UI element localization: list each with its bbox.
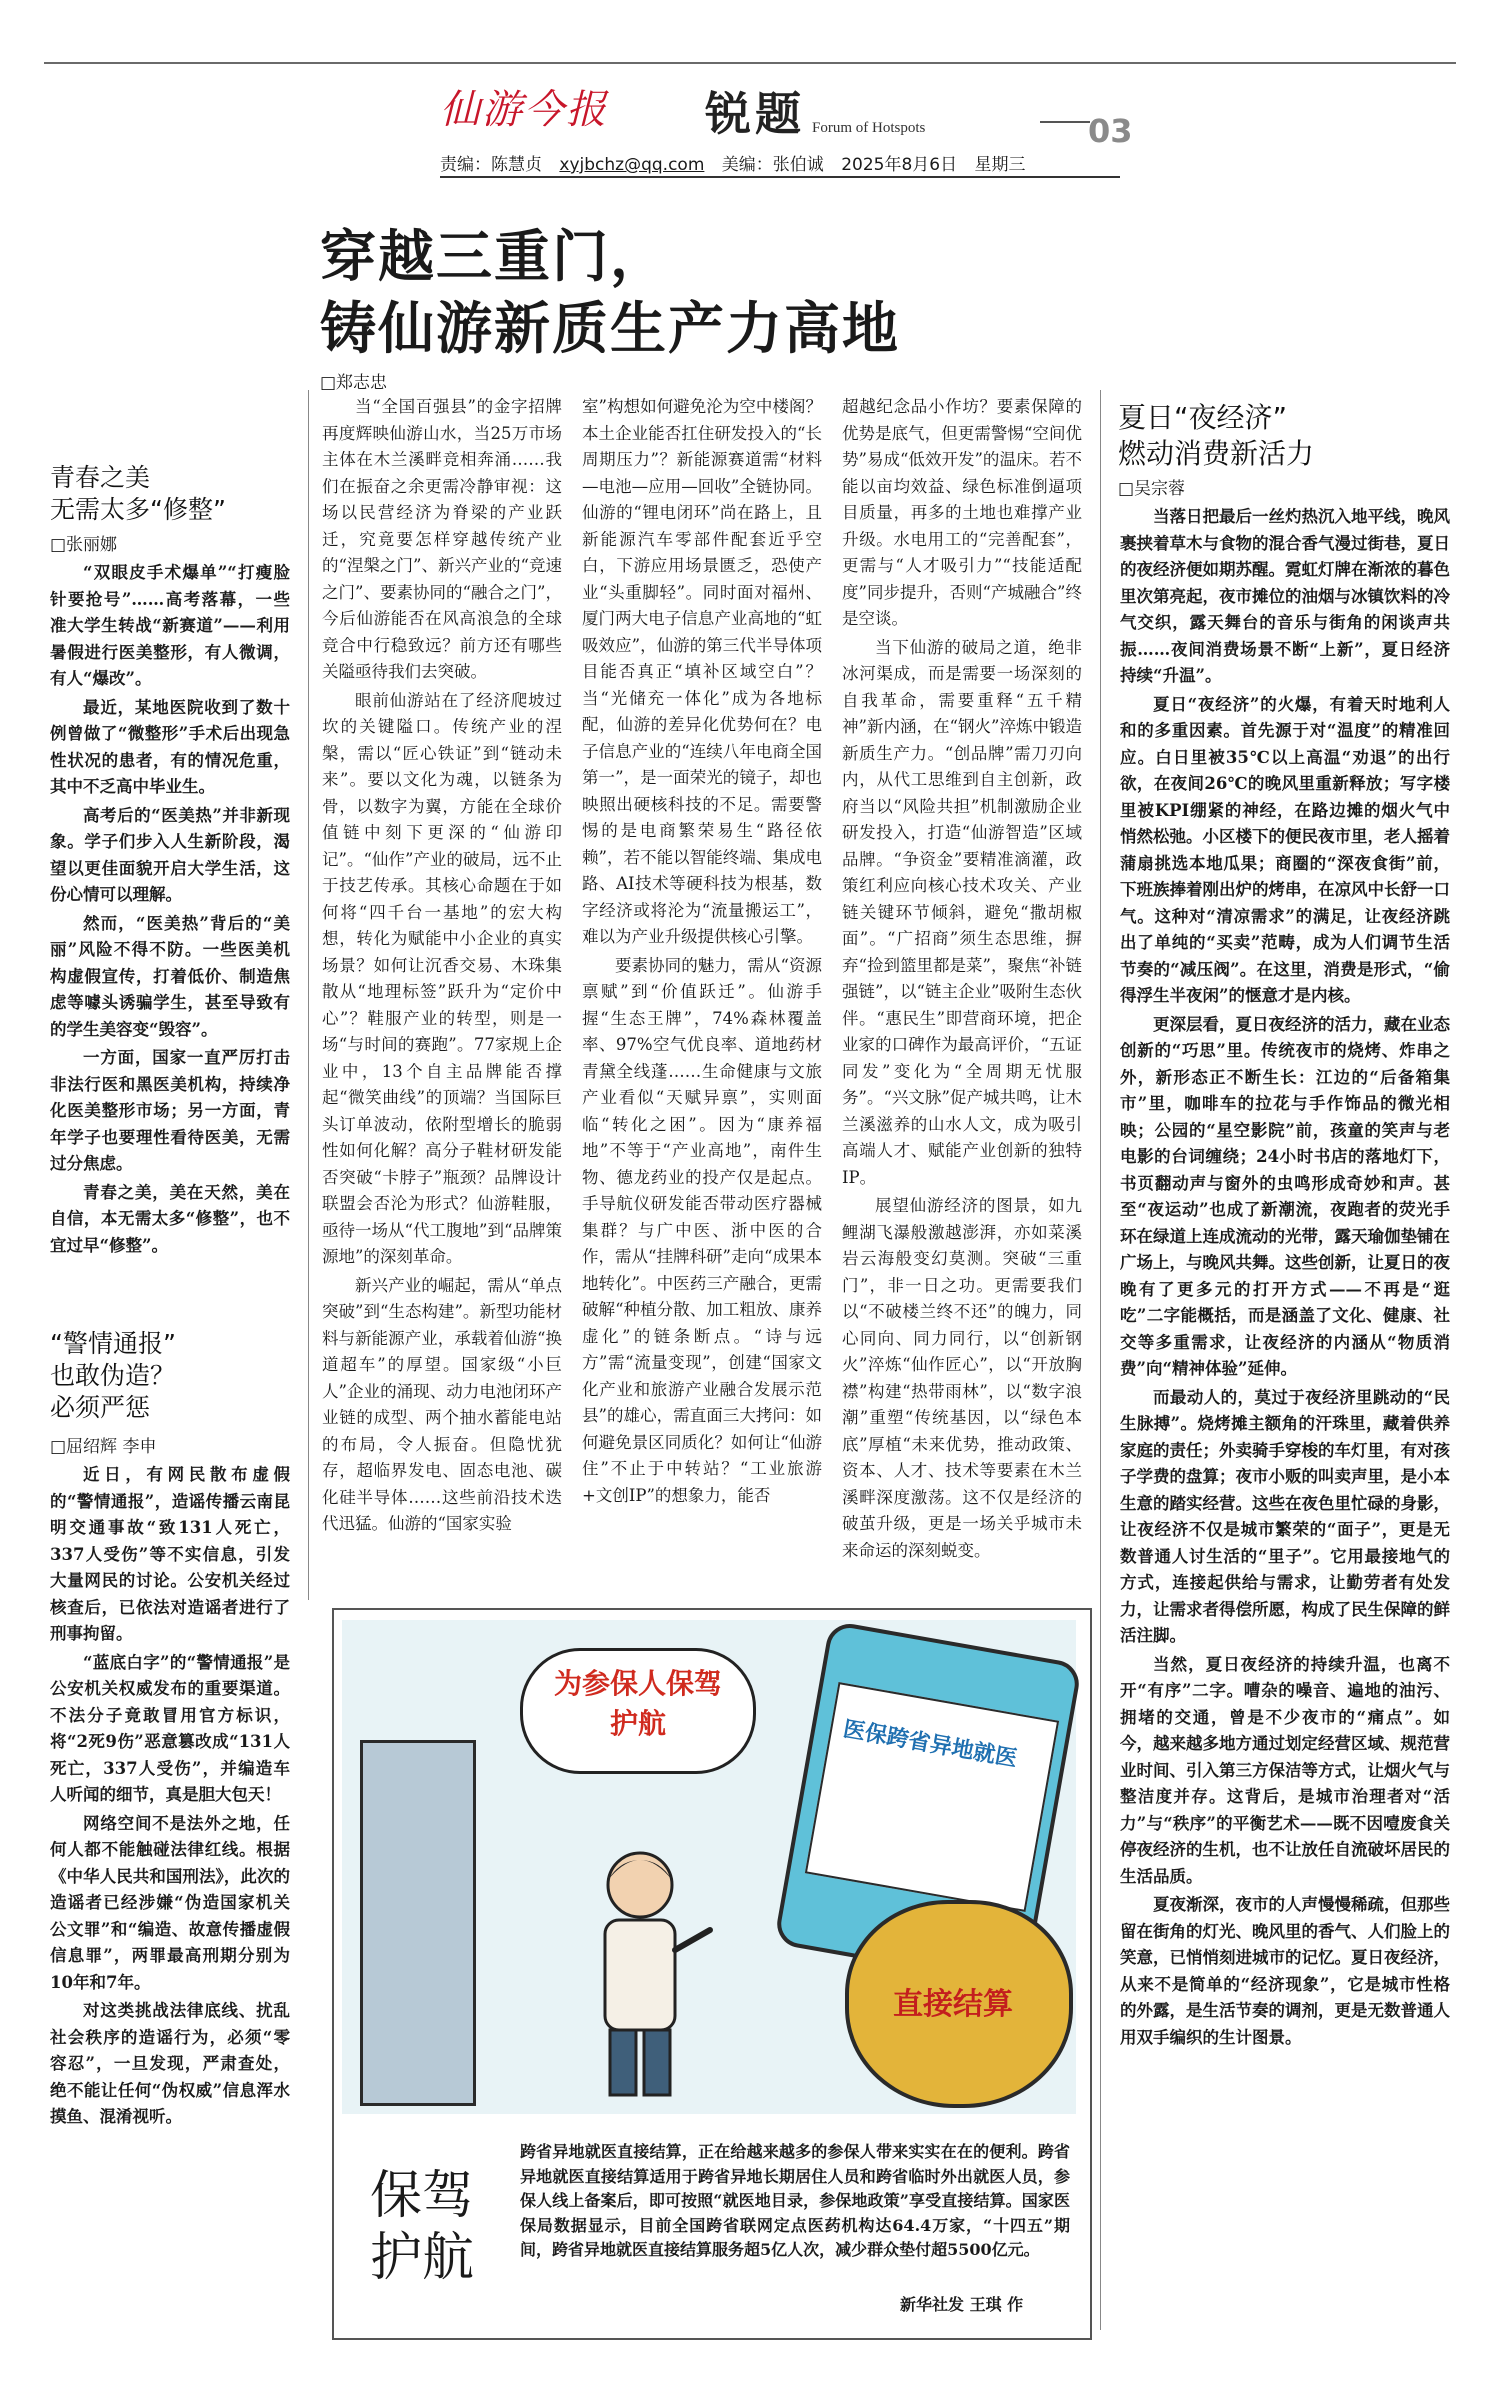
commentary-paragraph: 网络空间不是法外之地，任何人都不能触碰法律红线。根据《中华人民共和国刑法》，此次的造谣者已经涉嫌“伪造国家机关公文罪”和“编造、故意传播虚假信息罪”，两罪最高刑期分别为10年和7年。 [50,1813,290,1992]
lead-paragraph: 当下仙游的破局之道，绝非冰河渠成，而是需要一场深刻的自我革命，需要重释“五千精神”新内涵，在“钢火”淬炼中锻造新质生产力。“创品牌”需刀刃向内，从代工思维到自主创新，政府当以“风险共担”机制激励企业研发投入，打造“仙游智造”区域品牌。“争资金”要精准滴灌，政策红利应向核心技术攻关、产业链关键环节倾斜，避免“撒胡椒面”。“广招商”须生态思维，摒弃“捡到篮里都是菜”，聚焦“补链强链”，以“链主企业”吸附生态伙伴。“惠民生”即营商环境，把企业家的口碑作为最高评价，“五证同发”变化为“全周期无忧服务”。“兴文脉”促产城共鸣，让木兰溪滋养的山水人文，成为吸引高端人才、赋能产业创新的独特IP。 [842,637,1082,1187]
commentary-b-body [50,1462,290,2133]
page-number: 03 [1088,112,1133,150]
commentary-c-byline: □吴宗蓉 [1118,479,1186,499]
commentary-paragraph: 而最动人的，莫过于夜经济里跳动的“民生脉搏”。烧烤摊主额角的汗珠里，藏着供养家庭的责任；外卖骑手穿梭的车灯里，有对孩子学费的盘算；夜市小贩的叫卖声里，是小本生意的踏实经营。这些在夜色里忙碌的身影，让夜经济不仅是城市繁荣的“面子”，更是无数普通人讨生活的“里子”。它用最接地气的方式，连接起供给与需求，让勤劳者有处发力，让需求者得偿所愿，构成了民生保障的鲜活注脚。 [1120,1387,1450,1645]
lead-paragraph: 要素协同的魅力，需从“资源禀赋”到“价值跃迁”。仙游手握“生态王牌”，74%森林覆盖率、97%空气优良率、道地药材青黛全线蓬……生命健康与文旅产业看似“天赋异禀”，实则面临“转化之困”。因为“康养福地”不等于“产业高地”，南件生物、德龙药业的投产仅是起点。手导航仪研发能否带动医疗器械集群？与广中医、浙中医的合作，需从“挂牌科研”走向“成果本地转化”。中医药三产融合，更需破解“种植分散、加工粗放、康养虚化”的链条断点。“诗与远方”需“流量变现”，创建“国家文化产业和旅游产业融合发展示范县”的雄心，需直面三大拷问：如何避免景区同质化？如何让“仙游住”不止于中转站？“工业旅游+文创IP”的想象力，能否 [582,955,822,1505]
commentary-b-title-line1: “警情通报” [50,1329,176,1358]
commentary-paragraph: 近日，有网民散布虚假的“警情通报”，造谣传播云南昆明交通事故“致131人死亡，337人受伤”等不实信息，引发大量网民的讨论。公安机关经过核查后，已依法对造谣者进行了刑事拘留。 [50,1465,290,1643]
commentary-c-title [1118,400,1448,472]
commentary-b-title-line3: 必须严惩 [50,1393,151,1422]
column-divider [1100,390,1101,2330]
top-rule [44,62,1456,64]
commentary-a-title-line1: 青春之美 [50,463,151,492]
commentary-b-title [50,1328,290,1424]
commentary-paragraph: “双眼皮手术爆单”“打瘦脸针要抢号”……高考落幕，一些准大学生转战“新赛道”——利用暑假进行医美整形，有人微调，有人“爆改”。 [50,563,290,688]
money-bag-text: 直接结算 [893,1987,1013,2022]
commentary-c-title-line2: 燃动消费新活力 [1118,437,1315,470]
commentary-paragraph: 夏日“夜经济”的火爆，有着天时地利人和的多重因素。首先源于对“温度”的精准回应。白日里被35℃以上高温“劝退”的出行欲，在夜间26℃的晚风里重新释放；写字楼里被KPI绷紧的神经，在路边摊的烟火气中悄然松弛。小区楼下的便民夜市里，老人摇着蒲扇挑选本地瓜果；商圈的“深夜食街”前，下班族捧着刚出炉的烤串，在凉风中长舒一口气。这种对“清凉需求”的满足，让夜经济跳出了单纯的“买卖”范畴，成为人们调节生活节奏的“减压阀”。在这里，消费是形式，“偷得浮生半夜闲”的惬意才是内核。 [1120,694,1450,1005]
commentary-paragraph: 对这类挑战法律底线、扰乱社会秩序的造谣行为，必须“零容忍”，一旦发现，严肃查处，绝不能让任何“伪权威”信息浑水摸鱼、混淆视听。 [50,2001,290,2126]
lead-headline [320,222,1120,366]
column-divider [308,390,309,1600]
lead-headline-line2: 铸仙游新质生产力高地 [320,297,900,362]
art-editor: 美编：张伯诚 [721,155,824,175]
lead-column-1 [322,394,562,1540]
commentary-c-body [1120,504,1450,2053]
editor-email[interactable]: xyjbchz@qq.com [559,155,705,175]
lead-paragraph: 当“全国百强县”的金字招牌再度辉映仙游山水，当25万市场主体在木兰溪畔竞相奔涌……我们在振奋之余更需冷静审视：这场以民营经济为脊梁的产业跃迁，究竟要怎样穿越传统产业的“涅槃之门”、新兴产业的“竞速之门”、要素协同的“融合之门”，今后仙游能否在风高浪急的全球竞合中行稳致远？前方还有哪些关隘亟待我们去突破。 [322,397,562,681]
section-subtitle: Forum of Hotspots [812,120,926,136]
commentary-paragraph: 最近，某地医院收到了数十例曾做了“微整形”手术后出现急性状况的患者，有的情况危重，其中不乏高中毕业生。 [50,697,290,796]
lead-paragraph: 眼前仙游站在了经济爬坡过坎的关键隘口。传统产业的涅槃，需以“匠心铁证”到“链动未来”。要以文化为魂，以链条为骨，以数字为翼，方能在全球价值链中刻下更深的“仙游印记”。“仙作”产业的破局，远不止于技艺传承。其核心命题在于如何将“四千台一基地”的宏大构想，转化为赋能中小企业的真实场景？如何让沉香交易、木珠集散从“地理标签”跃升为“定价中心”？鞋服产业的转型，则是一场“与时间的赛跑”。77家规上企业中，13个自主品牌能否撑起“微笑曲线”的顶端？当国际巨头订单波动，依附型增长的脆弱性如何化解？高分子鞋材研发能否突破“卡脖子”瓶颈？品牌设计联盟会否沦为形式？仙游鞋服，亟待一场从“代工腹地”到“品牌策源地”的深刻革命。 [322,690,562,1266]
issue-date: 2025年8月6日 [841,155,958,175]
lead-headline-line1: 穿越三重门， [320,225,668,290]
lead-paragraph: 新兴产业的崛起，需从“单点突破”到“生态构建”。新型功能材料与新能源产业，承载着仙游“换道超车”的厚望。国家级“小巨人”企业的涌现、动力电池闭环产业链的成型、两个抽水蓄能电站的布局，令人振奋。但隐忧犹存，超临界发电、固态电池、碳化硅半导体……这些前沿技术迭代迅猛。仙游的“国家实验 [322,1275,562,1533]
commentary-b-title-line2: 也敢伪造？ [50,1361,176,1390]
issue-weekday: 星期三 [974,155,1026,175]
header-rule [440,176,1120,178]
building-illustration [360,1740,476,2106]
lead-paragraph: 室”构想如何避免沦为空中楼阁？本土企业能否扛住研发投入的“长周期压力”？新能源赛道需“材料—电池—应用—回收”全链协同。仙游的“锂电闭环”尚在路上，且新能源汽车零部件配套近乎空白，下游应用场景匮乏，恐使产业“头重脚轻”。同时面对福州、厦门两大电子信息产业高地的“虹吸效应”，仙游的第三代半导体项目能否真正“填补区域空白”？当“光储充一体化”成为各地标配，仙游的差异化优势何在？电子信息产业的“连续八年电商全国第一”，是一面荣光的镜子，却也映照出硬核科技的不足。需要警惕的是电商繁荣易生“路径依赖”，若不能以智能终端、集成电路、AI技术等硬科技为根基，数字经济或将沦为“流量搬运工”，难以为产业升级提供核心引擎。 [582,397,822,946]
phone-screen-text: 医保跨省异地就医 [841,1716,1019,1773]
lead-column-3 [842,394,1082,1566]
commentary-a-byline: □张丽娜 [50,535,118,555]
commentary-a-title-line2: 无需太多“修整” [50,495,226,524]
commentary-paragraph: 然而，“医美热”背后的“美丽”风险不得不防。一些医美机构虚假宣传，打着低价、制造焦虑等噱头诱骗学生，甚至导致有的学生美容变“毁容”。 [50,913,290,1039]
cartoon-title-line1: 保驾 [370,2166,475,2226]
editor: 责编：陈慧贞 [440,155,542,175]
commentary-paragraph: 青春之美，美在天然，美在自信，本无需太多“修整”，也不宜过早“修整”。 [50,1182,290,1255]
cartoon-title-line2: 护航 [370,2228,475,2288]
commentary-paragraph: 高考后的“医美热”并非新现象。学子们步入人生新阶段，渴望以更佳面貌开启大学生活，这份心情可以理解。 [50,805,290,904]
commentary-c-title-line1: 夏日“夜经济” [1118,401,1288,434]
masthead-logo: 仙游今报 [440,87,608,133]
commentary-a-body [50,560,290,1261]
commentary-paragraph: “蓝底白字”的“警情通报”是公安机关权威发布的重要渠道。不法分子竟敢冒用官方标识，将“2死9伤”恶意篡改成“131人死亡，337人受伤”，并编造车人听闻的细节，真是胆大包天！ [50,1652,290,1804]
cartoon-title [370,2165,510,2289]
commentary-paragraph: 当落日把最后一丝灼热沉入地平线，晚风裹挟着草木与食物的混合香气漫过街巷，夏日的夜经济便如期苏醒。霓虹灯牌在渐浓的暮色里次第亮起，夜市摊位的油烟与冰镇饮料的冷气交织，露天舞台的音乐与街角的闲谈声共振……夜间消费场景不断“上新”，夏日经济持续“升温”。 [1120,507,1450,685]
commentary-paragraph: 一方面，国家一直严厉打击非法行医和黑医美机构，持续净化医美整形市场；另一方面，青年学子也要理性看待医美，无需过分焦虑。 [50,1048,290,1173]
lead-byline: □郑志忠 [320,373,388,393]
commentary-paragraph: 夏夜渐深，夜市的人声慢慢稀疏，但那些留在街角的灯光、晚风里的香气、人们脸上的笑意，已悄悄刻进城市的记忆。夏日夜经济，从来不是简单的“经济现象”，它是城市性格的外露，是生活节奏的调剂，更是无数普通人用双手编织的生计图景。 [1120,1895,1450,2047]
commentary-b-byline: □屈绍辉 李申 [50,1437,157,1457]
person-illustration [560,1840,720,2100]
section-title: 锐题 [705,87,805,141]
cartoon-caption: 跨省异地就医直接结算，正在给越来越多的参保人带来实实在在的便利。跨省异地就医直接结算适用于跨省异地长期居住人员和跨省临时外出就医人员，参保人线上备案后，即可按照“就医地目录，参保地政策”享受直接结算。国家医保局数据显示，目前全国跨省联网定点医药机构达64.4万家，“十四五”期间，跨省异地就医直接结算服务超5亿人次，减少群众垫付超5500亿元。 [520,2142,1070,2259]
lead-paragraph: 展望仙游经济的图景，如九鲤湖飞瀑般激越澎湃，亦如菜溪岩云海般变幻莫测。突破“三重门”，非一日之功。更需要我们以“不破楼兰终不还”的魄力，同心同向、同力同行，以“创新钢火”淬炼“仙作匠心”，以“开放胸襟”构建“热带雨林”，以“数字浪潮”重塑“传统基因，以“绿色本底”厚植“未来优势，推动政策、资本、人才、技术等要素在木兰溪畔深度激荡。这不仅是经济的破茧升级，更是一场关乎城市未来命运的深刻蜕变。 [842,1196,1082,1560]
cartoon-credit: 新华社发 王琪 作 [900,2295,1024,2314]
commentary-paragraph: 更深层看，夏日夜经济的活力，藏在业态创新的“巧思”里。传统夜市的烧烤、炸串之外，新形态正不断生长：江边的“后备箱集市”里，咖啡车的拉花与手作饰品的微光相映；公园的“星空影院”前，孩童的笑声与老电影的台词缠绕；24小时书店的落地灯下，书页翻动声与窗外的虫鸣形成奇妙和声。甚至“夜运动”也成了新潮流，夜跑者的荧光手环在绿道上连成流动的光带，露天瑜伽垫铺在广场上，与晚风共舞。这些创新，让夏日的夜晚有了更多元的打开方式——不再是“逛吃”二字能概括，而是涵盖了文化、健康、社交等多重需求，让夜经济的内涵从“物质消费”向“精神体验”延伸。 [1120,1014,1450,1378]
lead-paragraph: 超越纪念品小作坊？要素保障的优势是底气，但更需警惕“空间优势”易成“低效开发”的温床。若不能以亩均效益、绿色标准倒逼项目质量，再多的土地也难撑产业升级。水电用工的“完善配套”，更需与“人才吸引力”“技能适配度”同步提升，否则“产城融合”终是空谈。 [842,397,1082,628]
editor-line [440,150,1038,175]
commentary-a-title [50,462,290,526]
page-arrow-line [1040,121,1090,123]
lead-column-2 [582,394,822,1511]
speech-bubble-text: 为参保人保驾护航 [553,1667,722,1740]
commentary-paragraph: 当然，夏日夜经济的持续升温，也离不开“有序”二字。嘈杂的噪音、遍地的油污、拥堵的交通，曾是不少夜市的“痛点”。如今，越来越多地方通过划定经营区域、规范营业时间、引入第三方保洁等方式，让烟火气与整洁度并存。这背后，是城市治理者对“活力”与“秩序”的平衡艺术——既不因噎废食关停夜经济的生机，也不让放任自流破坏居民的生活品质。 [1120,1654,1450,1886]
